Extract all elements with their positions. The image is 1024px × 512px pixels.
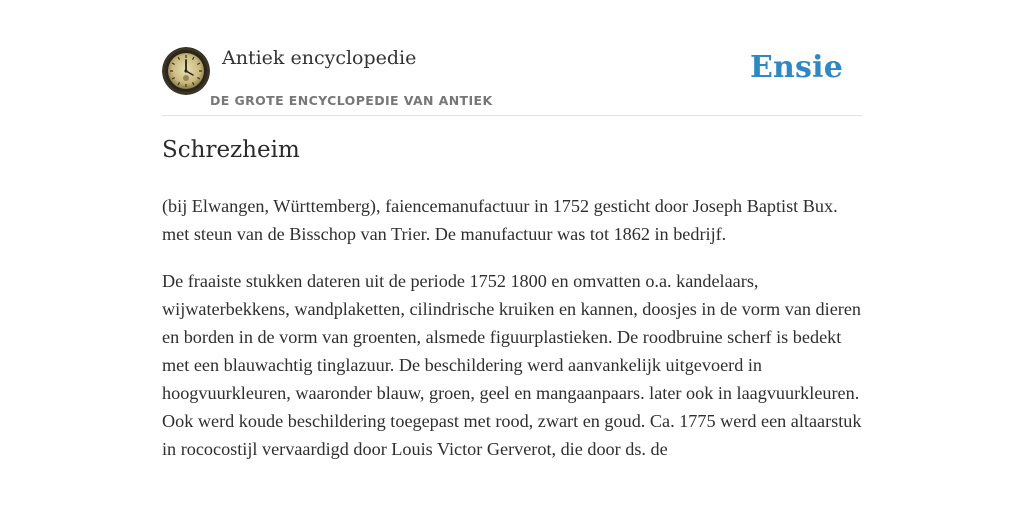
site-subtitle: DE GROTE ENCYCLOPEDIE VAN ANTIEK — [210, 93, 493, 108]
site-title[interactable]: Antiek encyclopedie — [222, 47, 417, 69]
article-paragraph: De fraaiste stukken dateren uit de periode 1752 1800 en omvatten o.a. kandelaars, wijwaterbekkens, wandplaketten, cilindrische kruiken en kannen, doosjes in de vorm van dieren en borden in de vorm van groenten, alsmede figuurplastieken. De roodbruine scherf is bedekt met een blauwachtig tinglazuur. De beschildering werd aanvankelijk uitgevoerd in hoogvuurkleuren, waaronder blauw, groen, geel en mangaanpaars. later ook in laagvuurkleuren. Ook werd koude beschildering toegepast met rood, zwart en goud. Ca. 1775 werd een altaarstuk in rococostijl vervaardigd door Louis Victor Gerverot, die door ds. de — [162, 271, 862, 459]
site-header — [162, 46, 862, 116]
article-body — [162, 192, 862, 482]
ensie-brand-link[interactable]: Ensie — [749, 50, 843, 85]
clock-icon[interactable] — [162, 47, 210, 95]
page-title: Schrezheim — [162, 137, 300, 163]
article-paragraph: (bij Elwangen, Württemberg), faiencemanufactuur in 1752 gesticht door Joseph Baptist Bux. met steun van de Bisschop van Trier. De manufactuur was tot 1862 in bedrijf. — [162, 196, 838, 244]
